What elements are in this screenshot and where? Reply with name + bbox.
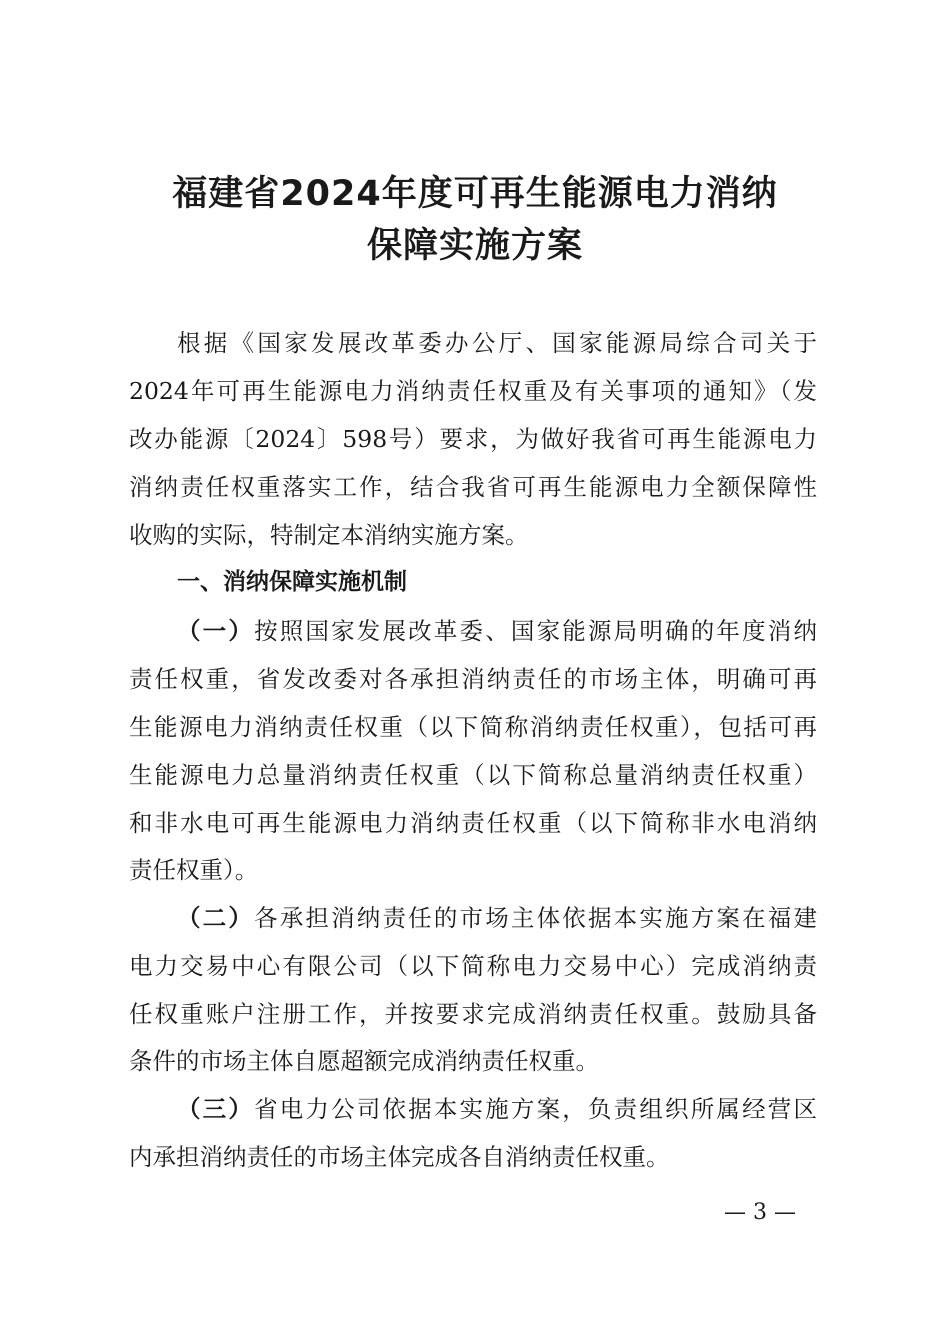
item-2-line: 电力交易中心有限公司（以下简称电力交易中心）完成消纳责 bbox=[129, 952, 817, 980]
item-1-first-line bbox=[177, 616, 817, 646]
page-number: — 3 — bbox=[724, 1200, 796, 1225]
intro-line: 改办能源〔2024〕598号）要求，为做好我省可再生能源电力 bbox=[129, 425, 817, 453]
intro-line: 根据《国家发展改革委办公厅、国家能源局综合司关于 bbox=[177, 329, 817, 357]
item-1-line: 和非水电可再生能源电力消纳责任权重（以下简称非水电消纳 bbox=[129, 809, 817, 837]
document-title-line-1: 福建省2024年度可再生能源电力消纳 bbox=[172, 174, 778, 214]
item-1-text: 按照国家发展改革委、国家能源局明确的年度消纳 bbox=[254, 617, 817, 645]
item-2-marker: （二） bbox=[177, 904, 255, 932]
item-2-line: 任权重账户注册工作，并按要求完成消纳责任权重。鼓励具备 bbox=[129, 1000, 817, 1028]
item-3-first-line bbox=[177, 1094, 817, 1124]
item-1-line: 责任权重）。 bbox=[129, 856, 259, 884]
item-2-first-line bbox=[177, 903, 817, 933]
document-title-line-2: 保障实施方案 bbox=[366, 226, 583, 266]
intro-line: 收购的实际，特制定本消纳实施方案。 bbox=[129, 521, 529, 549]
section-heading: 一、消纳保障实施机制 bbox=[177, 569, 407, 595]
item-2-text: 各承担消纳责任的市场主体依据本实施方案在福建 bbox=[254, 904, 817, 932]
item-2-line: 条件的市场主体自愿超额完成消纳责任权重。 bbox=[129, 1047, 599, 1075]
item-1-line: 生能源电力总量消纳责任权重（以下简称总量消纳责任权重） bbox=[129, 761, 817, 789]
intro-line: 2024年可再生能源电力消纳责任权重及有关事项的通知》（发 bbox=[129, 377, 817, 405]
intro-line: 消纳责任权重落实工作，结合我省可再生能源电力全额保障性 bbox=[129, 473, 817, 501]
item-3-marker: （三） bbox=[177, 1095, 255, 1123]
item-1-line: 生能源电力消纳责任权重（以下简称消纳责任权重），包括可再 bbox=[129, 713, 817, 741]
item-1-marker: （一） bbox=[177, 617, 255, 645]
item-3-line: 内承担消纳责任的市场主体完成各自消纳责任权重。 bbox=[129, 1143, 670, 1171]
item-3-text: 省电力公司依据本实施方案，负责组织所属经营区 bbox=[254, 1095, 817, 1123]
item-1-line: 责任权重，省发改委对各承担消纳责任的市场主体，明确可再 bbox=[129, 665, 817, 693]
